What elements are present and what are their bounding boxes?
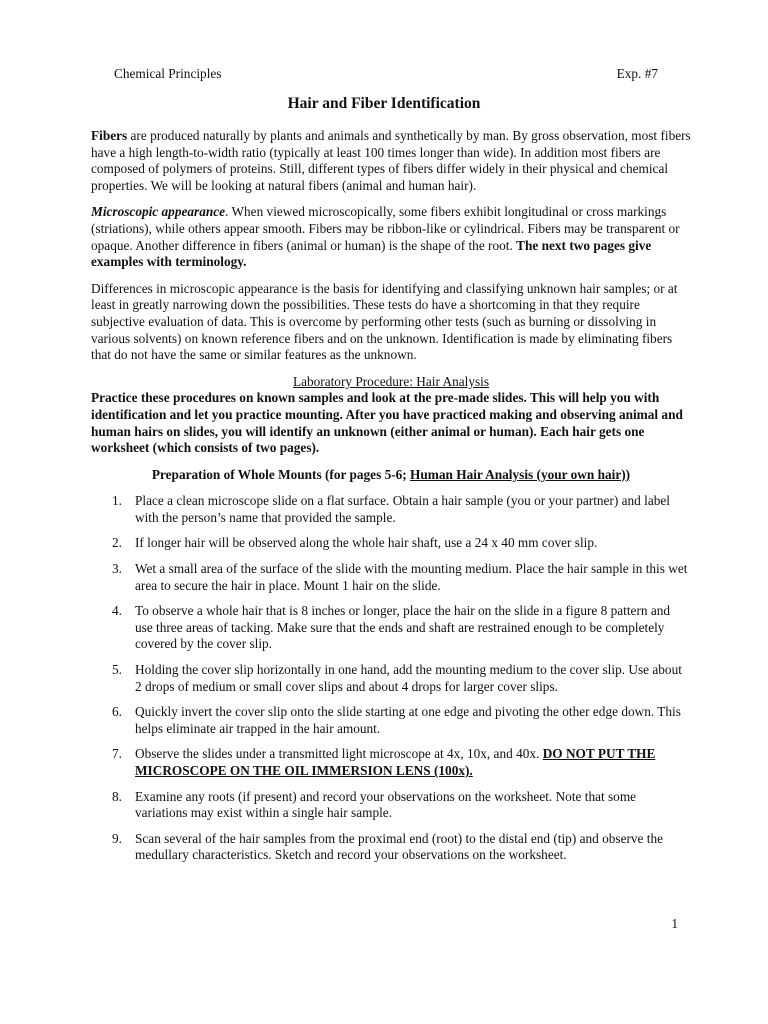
fibers-text: are produced naturally by plants and animals and synthetically by man. By gross observation, most fibers have a high length-to-width ratio (typically at least 100 times longer than wide). In addition most fibers are composed of polymers of proteins. Still, different types of fibers differ widely in their physical and chemical properties. We will be looking at natural fibers (animal and human hair). — [91, 128, 691, 193]
step-number: 8. — [112, 788, 122, 804]
step-number: 6. — [112, 704, 122, 720]
step-text: Examine any roots (if present) and record your observations on the worksheet. Note that some variations may exist within a single hair sample. — [135, 788, 637, 821]
paragraph-microscopic — [91, 204, 691, 270]
procedure-step — [91, 603, 691, 653]
microscopic-text: . When viewed microscopically, some fibers exhibit longitudinal or cross markings (striations), while others appear smooth. Fibers may be ribbon-like or cylindrical. Fibers may be transparent or opaque. Another difference in fibers (animal or human) is the shape of the root. — [91, 204, 680, 253]
step-number: 4. — [112, 603, 122, 619]
page-header — [114, 66, 658, 84]
procedure-step — [91, 789, 691, 822]
procedure-steps — [91, 493, 691, 864]
microscopic-bold-note: The next two pages give examples with terminology. — [91, 237, 652, 270]
procedure-step — [91, 704, 691, 737]
experiment-number: Exp. #7 — [616, 66, 658, 81]
step-text: Scan several of the hair samples from the proximal end (root) to the distal end (tip) and observe the medullary characteristics. Sketch and record your observations on the worksheet. — [135, 830, 664, 863]
step-text: Observe the slides under a transmitted light microscope at 4x, 10x, and 40x. — [135, 746, 543, 762]
step-text: To observe a whole hair that is 8 inches or longer, place the hair on the slide in a figure 8 pattern and use three areas of tacking. Make sure that the ends and shaft are restrained enough to be completely covered by the cover slip. — [135, 603, 671, 652]
procedure-step — [91, 493, 691, 526]
whole-mounts-prefix: Preparation of Whole Mounts (for pages 5-6; — [151, 466, 411, 482]
step-text: Wet a small area of the surface of the slide with the mounting medium. Place the hair sample in this wet area to secure the hair in place. Mount 1 hair on the slide. — [135, 561, 688, 593]
whole-mounts-underlined: Human Hair Analysis (your own hair)) — [410, 466, 631, 482]
procedure-step — [91, 662, 691, 695]
procedure-step — [91, 535, 691, 552]
step-number: 5. — [112, 662, 122, 678]
document-body — [91, 128, 691, 873]
step-number: 9. — [112, 830, 122, 846]
paragraph-differences: Differences in microscopic appearance is the basis for identifying and classifying unknown hair samples; or at least in greatly narrowing down the possibilities. These tests do have a shortcoming in that they require subjective evaluation of data. This is overcome by performing other tests (such as burning or dissolving in various solvents) on known reference fibers and on the unknown. Identification is made by eliminating fibers that do not have the same or similar features as the unknown. — [91, 280, 678, 363]
procedure-step — [91, 831, 691, 864]
fibers-term: Fibers — [91, 128, 128, 143]
step-number: 1. — [112, 493, 122, 509]
step-text: Holding the cover slip horizontally in one hand, add the mounting medium to the cover slip. Use about 2 drops of medium or small cover slips and about 4 drops for larger cover slips. — [135, 662, 682, 694]
step-number: 7. — [112, 746, 122, 762]
procedure-step — [91, 746, 691, 779]
step-number: 2. — [112, 535, 122, 551]
page-number: 1 — [671, 916, 678, 931]
lab-procedure-title: Laboratory Procedure: Hair Analysis — [292, 373, 490, 389]
step-text: If longer hair will be observed along the whole hair shaft, use a 24 x 40 mm cover slip. — [135, 535, 598, 551]
step-text: Place a clean microscope slide on a flat surface. Obtain a hair sample (you or your partner) and label with the person’s name that provided the sample. — [135, 493, 670, 525]
oil-immersion-warning: DO NOT PUT THE MICROSCOPE ON THE OIL IMMERSION LENS (100x). — [135, 746, 656, 778]
paragraph-fibers — [91, 128, 691, 194]
whole-mounts-heading — [91, 467, 691, 484]
course-name: Chemical Principles — [114, 66, 222, 81]
procedure-step — [91, 561, 691, 594]
step-text: Quickly invert the cover slip onto the slide starting at one edge and pivoting the other edge down. This helps eliminate air trapped in the hair amount. — [135, 704, 681, 736]
lab-procedure-intro: Practice these procedures on known samples and look at the pre-made slides. This will help you with identification and let you practice mounting. After you have practiced making and observing animal and human hairs on slides, you will identify an unknown (either animal or human). Each hair gets one worksheet (which consists of two pages). — [91, 390, 683, 456]
microscopic-term: Microscopic appearance — [91, 204, 226, 220]
step-number: 3. — [112, 561, 122, 577]
document-title: Hair and Fiber Identification — [287, 95, 481, 112]
